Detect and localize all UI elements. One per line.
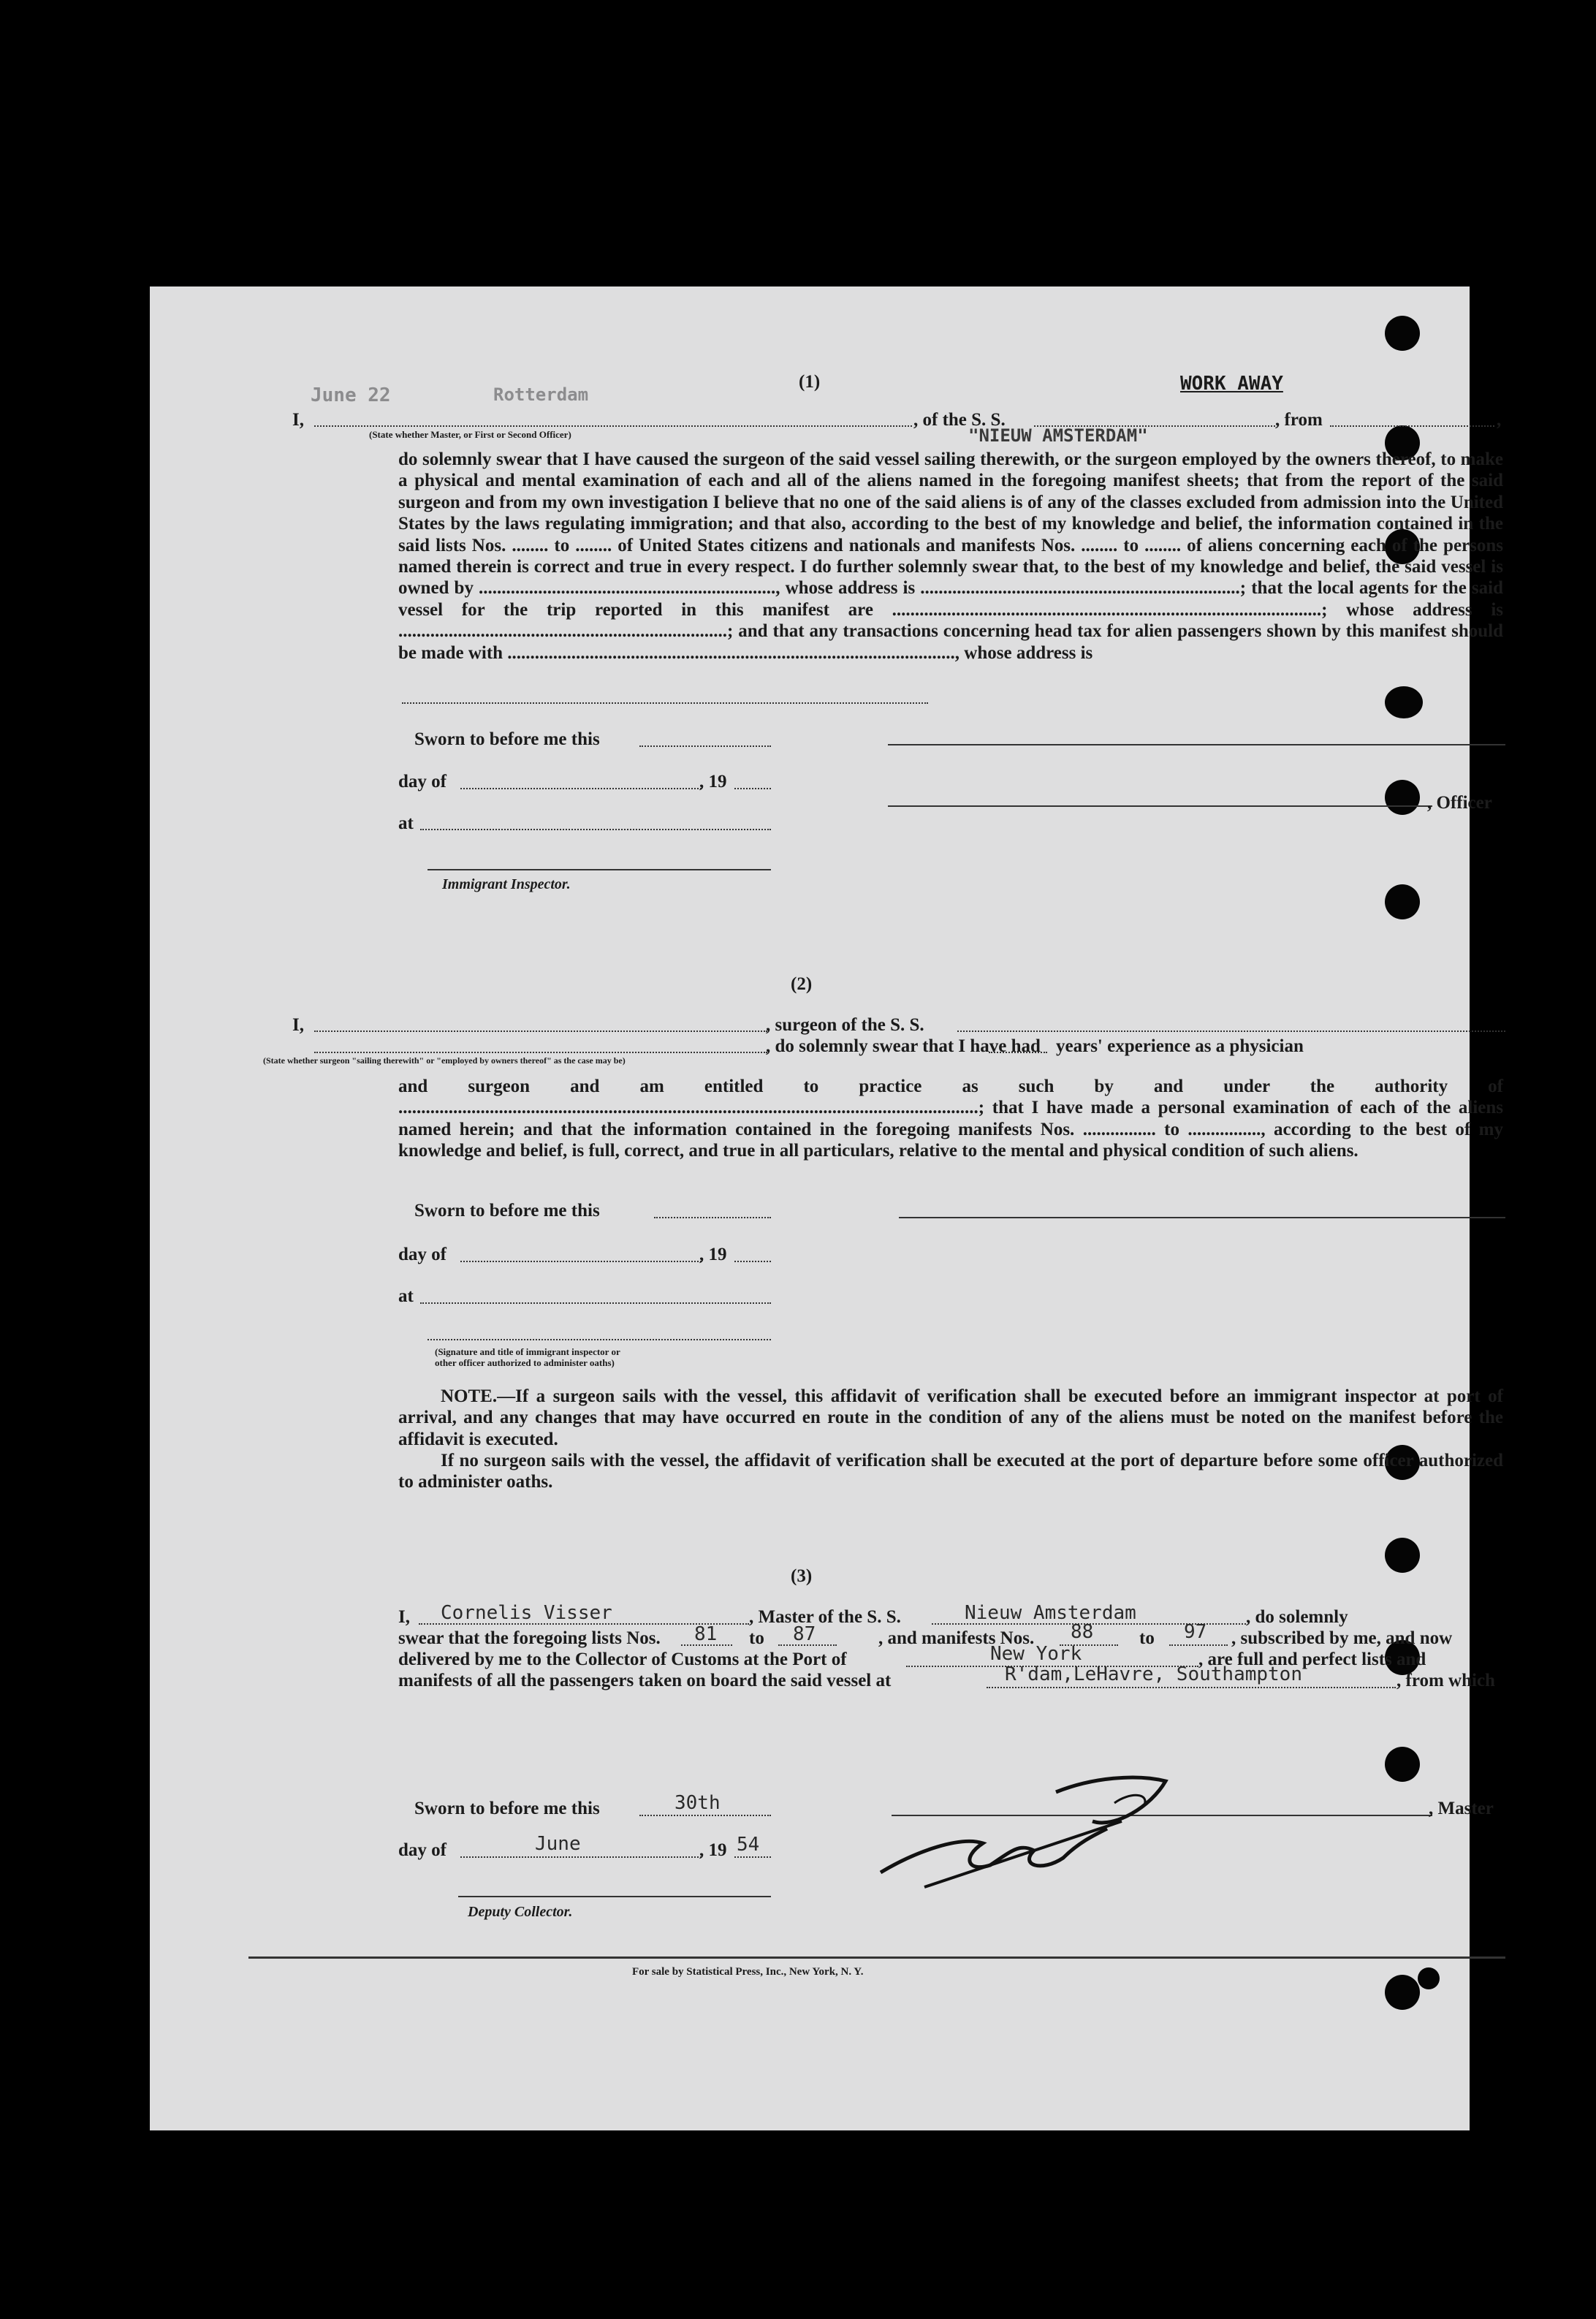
section3-master: , Master [1429,1799,1494,1818]
punch-hole [1385,316,1420,351]
section3-sworn-line [639,1815,771,1816]
section2-number: (2) [791,974,813,994]
section1-officer-title-line [888,805,1432,807]
officer-name-line [314,425,912,427]
section3-master-of: , Master of the S. S. [749,1607,901,1627]
ship-name-line [1034,425,1275,427]
section2-19: , 19 [699,1245,727,1264]
section2-at-line [420,1302,771,1304]
deputy-line [458,1896,771,1897]
section2-i: I, [292,1015,304,1035]
section1-body: do solemnly swear that I have caused the surgeon of the said vessel sailing therewith, or the surgeon employed by the owners thereof, to make a physical and mental examination of each and all of the aliens named in the foregoing manifest sheets; that from the report of the said surgeon and from my own investigation I believe that no one of the said aliens is of any of the classes excluded from admission into the United States by the laws regulating immigration; and that also, according to the best of my knowledge and belief, the information contained in the said lists Nos. ........ to ........ of United States citizens and nationals and manifests Nos. ........ to ........ of aliens concerning each of the persons named therein is correct and true in every respect. I do further solemnly swear that, to the best of my knowledge and belief, the said vessel is owned by ................................................................., whose address is ......................................................................; that the local agents for the said vessel for the trip reported in this manifest are ..............................................................................................; whose address is ........................................................................; and that any transactions concerning head tax for alien passengers shown by this manifest should be made with .................................................................................................., whose address is [398,449,1503,663]
section1-19: , 19 [699,772,727,792]
section1-officer: , Officer [1427,793,1492,813]
port-of-arrival: New York [990,1643,1082,1665]
section2-sig-note-2: other officer authorized to administer oaths) [435,1357,615,1368]
section1-year-line [734,788,771,789]
section2-day-of: day of [398,1245,446,1264]
work-away-stamp: WORK AWAY [1180,373,1283,395]
section1-i: I, [292,410,304,430]
sworn-month: June [535,1833,581,1855]
section3-day-line [460,1856,702,1858]
section2-state-note: (State whether surgeon "sailing therewith" or "employed by owners thereof" as the case may be) [263,1055,626,1066]
manifests-to: 97 [1184,1621,1207,1643]
footer-rule [248,1956,1505,1959]
lists-from: 81 [694,1623,718,1645]
man-to-line [1169,1644,1228,1646]
surgeon-name-line [314,1031,767,1032]
ports-of-departure: R'dam,LeHavre, Southampton [1005,1663,1302,1685]
section1-from: , from [1275,410,1323,430]
section1-officer-sig-line [888,744,1505,745]
section3-to1: to [749,1628,764,1648]
section3-i: I, [398,1607,410,1627]
section3-number: (3) [791,1566,813,1586]
section2-day-line [460,1261,702,1262]
section2-at: at [398,1286,414,1306]
section1-comma: , [1497,410,1502,430]
section2-ship-line [957,1031,1505,1032]
punch-hole [1385,1538,1420,1573]
lists-to: 87 [793,1623,816,1645]
printer-credit: For sale by Statistical Press, Inc., New York, N. Y. [632,1966,864,1978]
section2-title-line [314,1052,767,1053]
section2-officer-line [428,1339,771,1340]
section2-body: and surgeon and am entitled to practice as such by and under the authority of ...............................................................................................................................; that I have made a personal examination of each of the aliens named herein; and that the information contained in the foregoing manifests Nos. ................ to ................, according to the best of my knowledge and belief, is full, correct, and true in all particulars, relative to the mental and physical condition of such aliens. [398,1077,1503,1161]
section3-ship: Nieuw Amsterdam [965,1602,1136,1624]
section1-at-line [420,829,771,830]
section3-line4-b: , from which [1396,1671,1495,1690]
section3-deputy: Deputy Collector. [468,1904,573,1920]
punch-hole [1385,1975,1420,2010]
section3-line2-c: , subscribed by me, and now [1231,1628,1453,1648]
section3-line4-a: manifests of all the passengers taken on board the said vessel at [398,1671,892,1690]
section2-sworn: Sworn to before me this [414,1201,600,1221]
section3-day-of: day of [398,1840,446,1860]
section1-sworn-line [639,745,771,747]
years-line [989,1052,1047,1053]
section3-line3-a: delivered by me to the Collector of Customs at the Port of [398,1650,847,1669]
section1-inspector: Immigrant Inspector. [442,876,571,892]
section2-year-line [734,1261,771,1262]
bleed-through-port: Rotterdam [493,384,589,405]
master-signature [873,1763,1195,1909]
section3-do-solemnly: , do solemnly [1246,1607,1348,1627]
section1-number: (1) [799,372,821,392]
punch-hole [1385,1747,1420,1782]
section3-year-line [734,1856,771,1858]
section1-state-note: (State whether Master, or First or Second Officer) [369,429,571,440]
section1-of-ss: , of the S. S. [913,410,1006,430]
sworn-day: 30th [674,1792,721,1814]
section1-sworn: Sworn to before me this [414,729,600,749]
section2-note-1: NOTE.—If a surgeon sails with the vessel, this affidavit of verification shall be executed before an immigrant inspector at port of arrival, and any changes that may have occurred en route in the condition of any of the aliens must be noted on the manifest before the affidavit is executed. [398,1386,1503,1449]
section2-sig-line [899,1217,1505,1218]
manifest-affidavit-page [150,286,1503,2130]
punch-hole [1418,1967,1440,1989]
manifests-from: 88 [1071,1621,1094,1643]
section3-to2: to [1139,1628,1155,1648]
sworn-year: 54 [737,1834,760,1856]
section1-inspector-line [428,869,771,870]
bleed-through-date: June 22 [311,384,391,406]
extra-address-line [402,702,928,704]
section2-solemnly: , do solemnly swear that I have had [766,1036,1041,1056]
bleed-through-ship: "NIEUW AMSTERDAM" [968,425,1148,446]
section3-line2-a: swear that the foregoing lists Nos. [398,1628,661,1648]
section2-note-2: If no surgeon sails with the vessel, the affidavit of verification shall be executed at the port of departure before some officer authorized to administer oaths. [398,1451,1503,1492]
section3-line2-b: , and manifests Nos. [878,1628,1035,1648]
master-name: Cornelis Visser [441,1602,612,1624]
section2-surgeon-of: , surgeon of the S. S. [766,1015,924,1035]
section3-line3-b: , are full and perfect lists and [1198,1650,1426,1669]
from-port-line [1330,425,1494,427]
ports-from-line [987,1687,1396,1688]
section3-sworn: Sworn to before me this [414,1799,600,1818]
section1-day-of: day of [398,772,446,792]
section1-at: at [398,813,414,833]
punch-hole [1385,884,1420,919]
punch-hole [1385,686,1423,718]
section2-sig-note-1: (Signature and title of immigrant inspector or [435,1346,620,1357]
section2-years: years' experience as a physician [1056,1036,1304,1056]
section2-sworn-line [654,1217,771,1218]
section3-19: , 19 [699,1840,727,1860]
section1-day-line [460,788,702,789]
punch-hole [1385,780,1420,815]
